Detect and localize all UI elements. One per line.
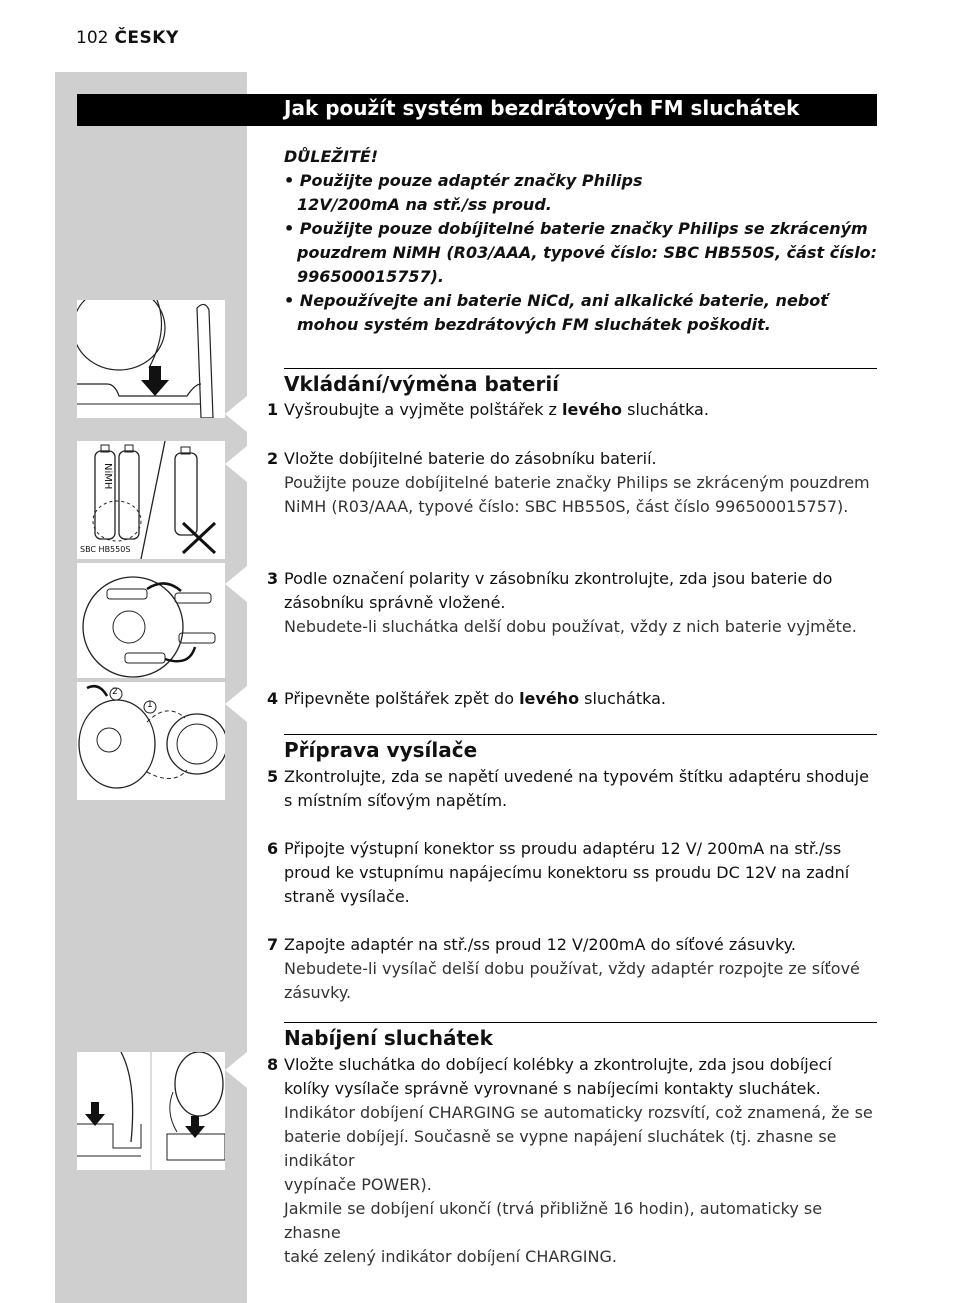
step-subtext: Nebudete-li vysílač delší dobu používat, vždy adaptér rozpojte ze síťové: [284, 959, 860, 978]
step-pointer: [225, 1052, 247, 1088]
step-pointer: [225, 446, 247, 482]
step-text: Připojte výstupní konektor ss proudu adaptéru 12 V/ 200mA na stř./ss: [284, 839, 842, 858]
section-heading-transmitter: Příprava vysílače: [284, 738, 478, 762]
section-banner: [77, 94, 877, 126]
step-text: Podle označení polarity v zásobníku zkontrolujte, zda jsou baterie do: [284, 569, 833, 588]
step-pointer: [225, 686, 247, 722]
callout-2: 2: [112, 687, 118, 697]
illustration-insert-batteries: [77, 563, 225, 678]
step-number: 1: [267, 400, 279, 419]
important-title: DŮLEŽITÉ!: [284, 147, 379, 166]
step-subtext: Použijte pouze dobíjitelné baterie značky Philips se zkráceným pouzdrem: [284, 473, 870, 492]
section-heading-charging: Nabíjení sluchátek: [284, 1026, 493, 1050]
illustration-charging-cradle: [77, 1052, 225, 1170]
battery-label: NiMH: [102, 463, 113, 490]
step-number: 6: [267, 839, 279, 858]
important-line: 996500015757).: [297, 267, 444, 286]
step-number: 5: [267, 767, 279, 786]
step-text: sluchátka.: [622, 400, 709, 419]
section-heading-batteries: Vkládání/výměna baterií: [284, 372, 560, 396]
step-text: Zkontrolujte, zda se napětí uvedené na typovém štítku adaptéru shoduje: [284, 767, 869, 786]
page-number: 102: [76, 28, 109, 48]
step-subtext: také zelený indikátor dobíjení CHARGING.: [284, 1247, 617, 1266]
page-header: [76, 28, 179, 48]
step-pointer: [225, 566, 247, 602]
step-number: 2: [267, 449, 279, 468]
step-text: Zapojte adaptér na stř./ss proud 12 V/200mA do síťové zásuvky.: [284, 935, 796, 954]
important-line: 12V/200mA na stř./ss proud.: [297, 195, 552, 214]
section-rule: [284, 368, 877, 369]
section-rule: [284, 734, 877, 735]
important-line: pouzdrem NiMH (R03/AAA, typové číslo: SBC HB550S, část číslo:: [297, 243, 878, 262]
step-text: proud ke vstupnímu napájecímu konektoru ss proudu DC 12V na zadní: [284, 863, 850, 882]
step-subtext: Nebudete-li sluchátka delší dobu používat, vždy z nich baterie vyjměte.: [284, 617, 857, 636]
battery-model-label: SBC HB550S: [80, 545, 131, 554]
step-text: zásobníku správně vložené.: [284, 593, 506, 612]
step-emphasis: levého: [519, 689, 580, 708]
step-text: straně vysílače.: [284, 887, 410, 906]
step-text: Vložte sluchátka do dobíjecí kolébky a zkontrolujte, zda jsou dobíjecí: [284, 1055, 832, 1074]
step-text: Připevněte polštářek zpět do: [284, 689, 520, 708]
step-number: 4: [267, 689, 279, 708]
illustration-batteries: [77, 441, 225, 559]
language-label: ČESKY: [114, 28, 179, 48]
step-text: Vyšroubujte a vyjměte polštářek z: [284, 400, 563, 419]
step-subtext: zásuvky.: [284, 983, 352, 1002]
callout-1: 1: [147, 700, 153, 710]
step-text: Vložte dobíjitelné baterie do zásobníku baterií.: [284, 449, 657, 468]
important-notice: [284, 145, 878, 334]
step-text: sluchátka.: [579, 689, 666, 708]
illustration-remove-cushion: [77, 300, 225, 418]
step-number: 3: [267, 569, 279, 588]
step-subtext: Jakmile se dobíjení ukončí (trvá přibližně 16 hodin), automaticky se zhasne: [284, 1199, 823, 1242]
important-line: • Použijte pouze dobíjitelné baterie značky Philips se zkráceným: [284, 219, 868, 238]
step-subtext: baterie dobíjejí. Současně se vypne napájení sluchátek (tj. zhasne se indikátor: [284, 1127, 837, 1170]
step-number: 8: [267, 1055, 279, 1074]
step-number: 7: [267, 935, 279, 954]
illustration-attach-cushion: [77, 682, 225, 800]
important-line: • Nepoužívejte ani baterie NiCd, ani alkalické baterie, neboť: [284, 291, 828, 310]
important-line: mohou systém bezdrátových FM sluchátek poškodit.: [297, 315, 771, 334]
step-subtext: Indikátor dobíjení CHARGING se automaticky rozsvítí, což znamená, že se: [284, 1103, 873, 1122]
step-text: s místním síťovým napětím.: [284, 791, 508, 810]
banner-title: Jak použít systém bezdrátových FM sluchátek: [284, 96, 800, 120]
important-line: • Použijte pouze adaptér značky Philips: [284, 171, 643, 190]
section-rule: [284, 1022, 877, 1023]
step-text: kolíky vysílače správně vyrovnané s nabíjecími kontakty sluchátek.: [284, 1079, 821, 1098]
step-subtext: NiMH (R03/AAA, typové číslo: SBC HB550S, část číslo 996500015757).: [284, 497, 849, 516]
step-emphasis: levého: [562, 400, 623, 419]
step-pointer: [225, 396, 247, 432]
step-subtext: vypínače POWER).: [284, 1175, 432, 1194]
